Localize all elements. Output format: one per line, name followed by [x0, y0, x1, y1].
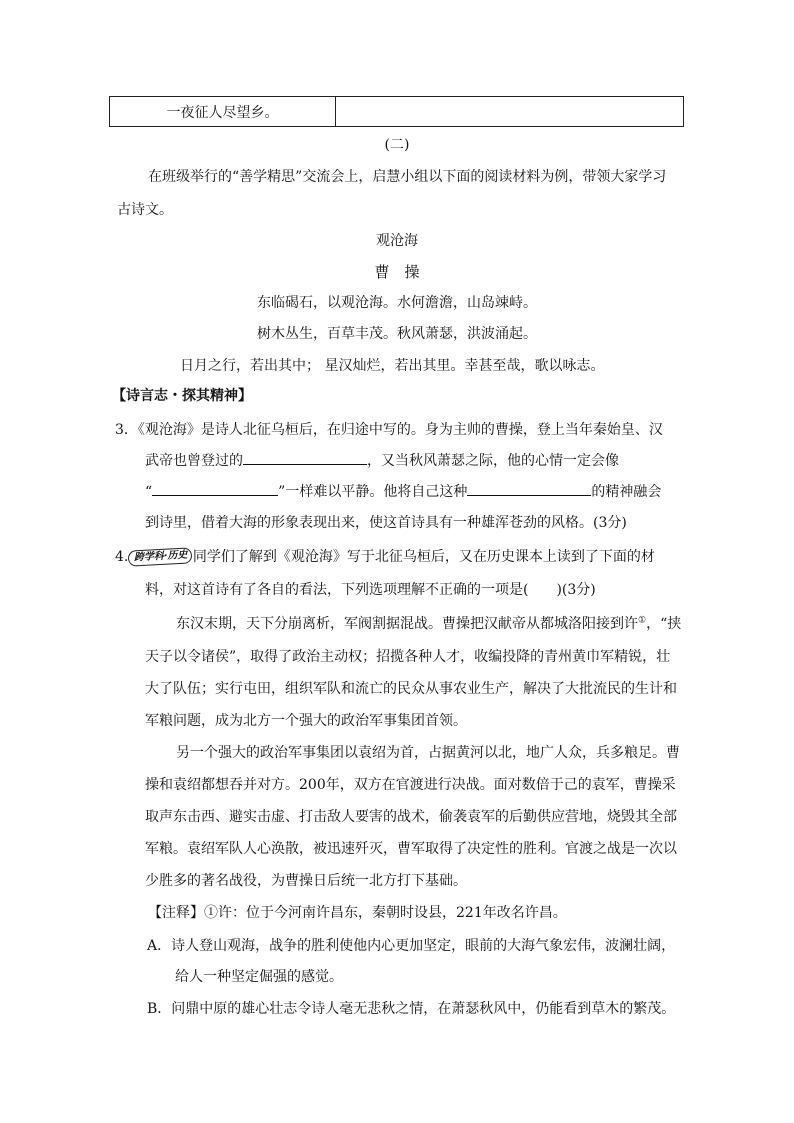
annotation-note: 【注释】①许：位于今河南许昌东，秦朝时设县，221年改名许昌。 — [148, 905, 567, 921]
poem-comparison-table — [109, 96, 684, 127]
material-p1-line-4: 军粮问题，成为北方一个强大的政治军事集团首领。 — [145, 713, 467, 729]
option-a-line-2: 给人一种坚定倔强的感觉。 — [175, 969, 343, 985]
question-3-line-4: 到诗里，借着大海的形象表现出来，使这首诗具有一种雄浑苍劲的风格。(3分) — [145, 515, 627, 531]
material-text: ，“挟 — [646, 616, 682, 632]
question-text: 武帝也曾登过的 — [145, 453, 243, 469]
question-3-line-1 — [115, 419, 663, 439]
material-p2-line-2: 操和袁绍都想吞并对方。200年，双方在官渡进行决战。面对数倍于己的袁军，曹操采 — [145, 777, 676, 793]
question-number: 4. — [115, 549, 129, 565]
question-text: 的精神融会 — [591, 484, 662, 500]
question-text: 《观沧海》是诗人北征乌桓后，在归途中写的。身为主帅的曹操，登上当年秦始皇、汉 — [137, 422, 663, 438]
answer-blank-2[interactable] — [152, 494, 278, 496]
material-p2-line-4: 军粮。袁绍军队人心涣散，被迅速歼灭，曹军取得了决定性的胜利。官渡之战是一次以 — [145, 841, 677, 857]
question-number: 3． — [115, 422, 138, 438]
material-p1-line-1 — [176, 613, 681, 633]
question-text: ，又当秋风萧瑟之际，他的心情一定会像 — [367, 453, 619, 469]
poem-line-2: 树木丛生，百草丰茂。秋风萧瑟，洪波涌起。 — [257, 326, 537, 342]
question-3-line-3 — [145, 481, 661, 501]
option-a-line-1: A．诗人登山观海，战争的胜利使他内心更加坚定，眼前的大海气象宏伟，波澜壮阔， — [147, 938, 676, 954]
poem-author: 曹 操 — [374, 263, 420, 281]
footnote-marker: ① — [638, 615, 647, 626]
question-4-line-1 — [115, 546, 655, 567]
material-p1-line-3: 大了队伍；实行屯田，组织军队和流亡的民众从事农业生产，解决了大批流民的生计和 — [145, 681, 677, 697]
poem-title: 观沧海 — [376, 233, 418, 249]
material-p2-line-3: 取声东击西、避实击虚、打击敌人要害的战术，偷袭袁军的后勤供应营地，烧毁其全部 — [145, 809, 677, 825]
question-3-line-2 — [145, 450, 619, 470]
table-cell-left: 一夜征人尽望乡。 — [110, 97, 336, 126]
poem-line-3: 日月之行，若出其中； 星汉灿烂，若出其里。幸甚至哉，歌以咏志。 — [180, 358, 605, 374]
table-cell-right — [336, 97, 683, 126]
material-text: 东汉末期，天下分崩离析，军阀割据混战。曹操把汉献帝从都城洛阳接到许 — [176, 616, 638, 632]
intro-line-2: 古诗文。 — [117, 202, 173, 218]
option-b: B．问鼎中原的雄心壮志令诗人毫无悲秋之情，在萧瑟秋风中，仍能看到草木的繁茂。 — [147, 1001, 676, 1017]
question-text: 同学们了解到《观沧海》写于北征乌桓后，又在历史课本上读到了下面的材 — [192, 549, 655, 565]
question-4-line-2: 料，对这首诗有了各自的看法，下列选项理解不正确的一项是( )(3分) — [145, 582, 596, 598]
poem-line-1: 东临碣石，以观沧海。水何澹澹，山岛竦峙。 — [257, 295, 537, 311]
answer-blank-3[interactable] — [467, 494, 591, 496]
material-p1-line-2: 天子以令诸侯”，取得了政治主动权；招揽各种人才，收编投降的青州黄巾军精锐，壮 — [145, 649, 671, 665]
material-p2-line-5: 少胜多的著名战役，为曹操日后统一北方打下基础。 — [145, 873, 467, 889]
intro-line-1: 在班级举行的“善学精思”交流会上，启慧小组以下面的阅读材料为例，带领大家学习 — [148, 169, 667, 185]
question-text: “ — [145, 484, 153, 500]
answer-blank-1[interactable] — [243, 463, 367, 465]
section-label: 【诗言志・探其精神】 — [112, 388, 252, 404]
section-heading: (二) — [384, 137, 410, 153]
cross-subject-history-stamp: 跨学科·历史 — [128, 547, 193, 566]
material-p2-line-1: 另一个强大的政治军事集团以袁绍为首，占据黄河以北，地广人众，兵多粮足。曹 — [176, 745, 680, 761]
question-text: ”一样难以平静。他将自己这种 — [278, 484, 468, 500]
